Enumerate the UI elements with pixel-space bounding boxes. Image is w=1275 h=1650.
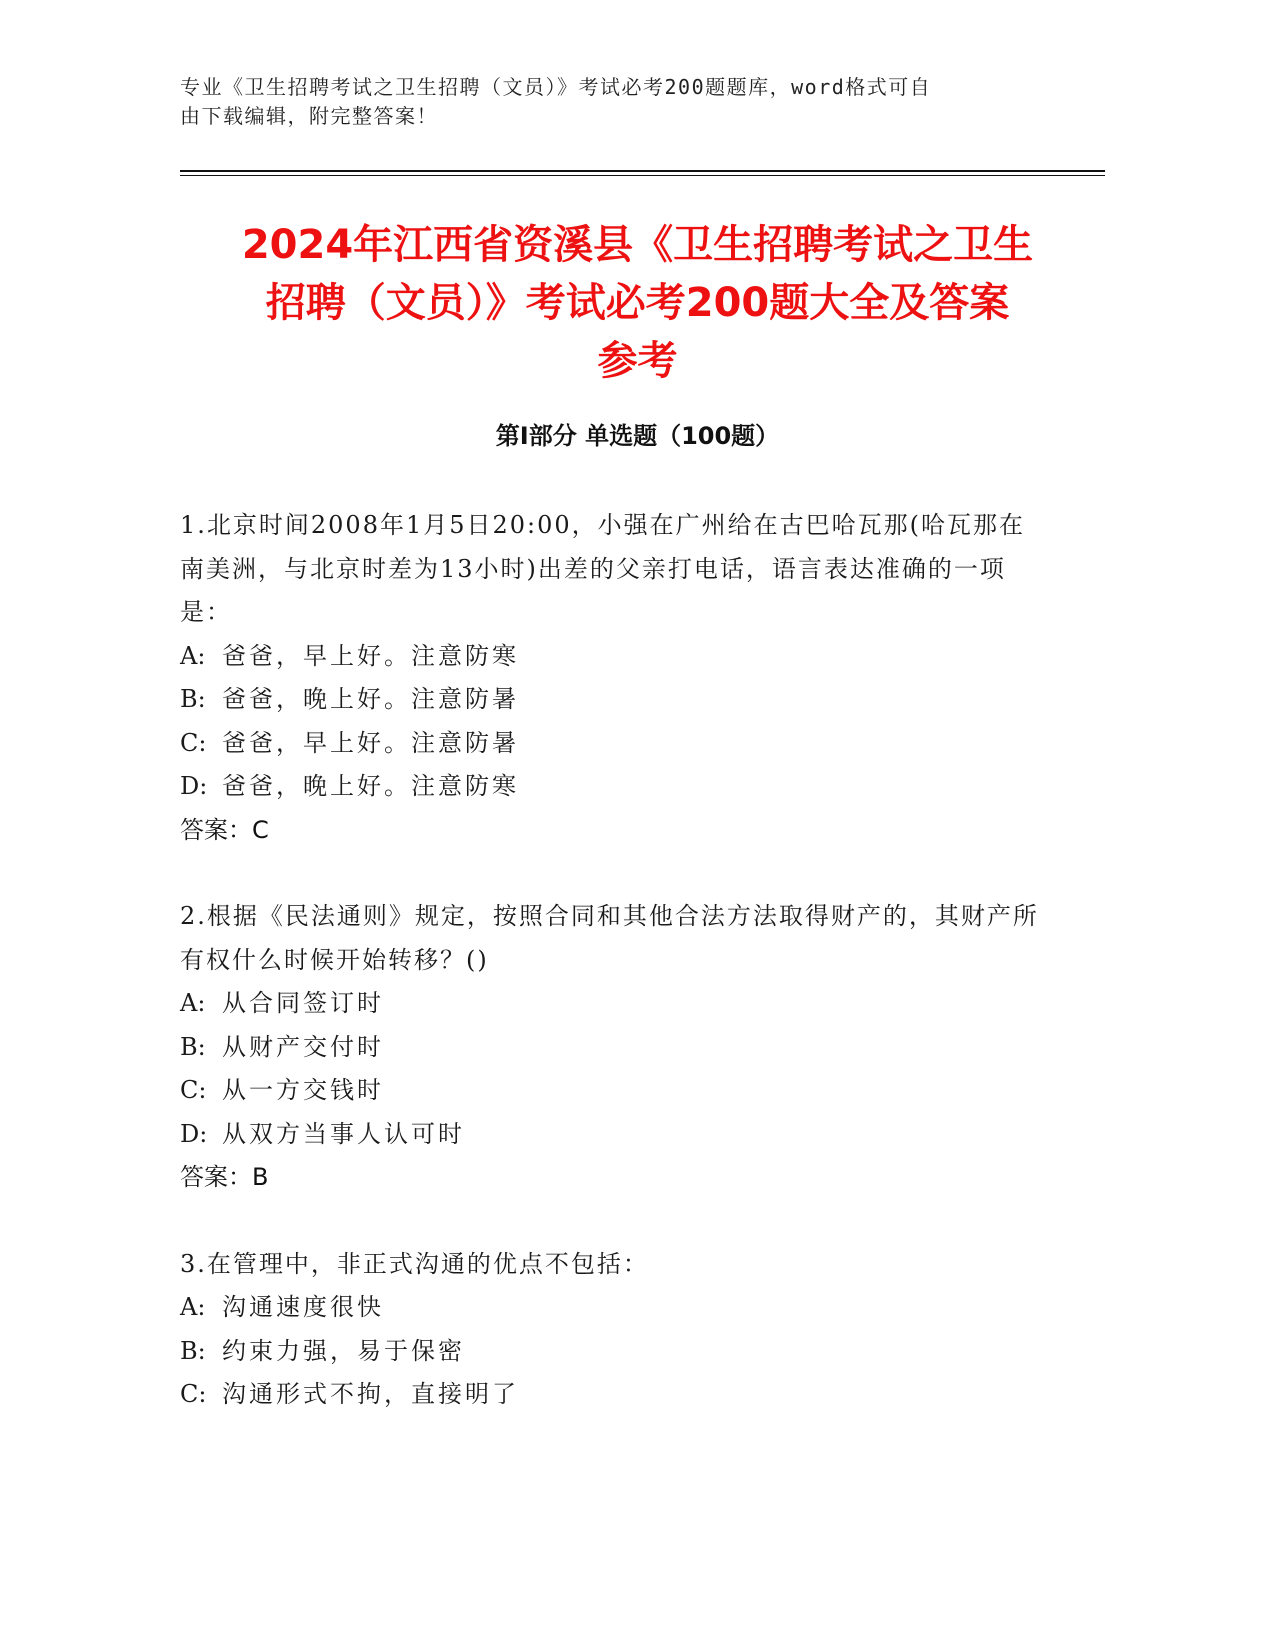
option-b: [180, 1026, 1040, 1070]
question-stem: 3.在管理中，非正式沟通的优点不包括：: [180, 1249, 649, 1278]
option-text: 约束力强，易于保密: [222, 1336, 465, 1365]
option-text: 从一方交钱时: [222, 1076, 384, 1104]
option-key: C:: [180, 1380, 207, 1408]
option-text: 从双方当事人认可时: [222, 1119, 465, 1148]
option-key: C:: [180, 728, 207, 757]
section-heading: 第Ⅰ部分 单选题（100题）: [495, 422, 780, 450]
question-3: [180, 1243, 1040, 1417]
answer: 答案：B: [180, 1163, 269, 1191]
option-a: [180, 1286, 1040, 1330]
option-a: [180, 982, 1040, 1026]
option-key: D:: [180, 772, 208, 800]
document-title-line-1: 2024年江西省资溪县《卫生招聘考试之卫生: [241, 222, 1034, 268]
option-a: [180, 635, 1040, 679]
header-note: [180, 73, 1040, 131]
option-b: [180, 1330, 1040, 1374]
option-key: A:: [180, 1293, 206, 1321]
option-text: 从财产交付时: [222, 1032, 384, 1061]
option-text: 爸爸，早上好。注意防暑: [222, 728, 519, 757]
option-c: [180, 722, 1040, 766]
option-key: D:: [180, 1119, 208, 1148]
option-c: [180, 1373, 1040, 1417]
question-stem: 2.根据《民法通则》规定，按照合同和其他合法方法取得财产的，其财产所有权什么时候开始转移？(): [180, 902, 1039, 974]
option-b: [180, 678, 1040, 722]
option-key: B:: [180, 685, 206, 713]
question-1: [180, 504, 1040, 852]
header-divider-thick: [180, 170, 1105, 172]
option-text: 爸爸，晚上好。注意防暑: [222, 685, 519, 713]
document-title-line-3: 参考: [597, 338, 678, 384]
question-2: [180, 895, 1040, 1200]
option-key: B:: [180, 1032, 206, 1061]
option-text: 从合同签订时: [222, 989, 384, 1017]
option-text: 沟通速度很快: [222, 1293, 384, 1321]
option-d: [180, 765, 1040, 809]
option-text: 爸爸，早上好。注意防寒: [222, 641, 519, 670]
document-title: [160, 216, 1115, 390]
header-divider-thin: [180, 175, 1105, 176]
option-text: 沟通形式不拘，直接明了: [222, 1380, 519, 1408]
header-note-line-1: 专业《卫生招聘考试之卫生招聘（文员）》考试必考200题题库，word格式可自: [180, 75, 932, 99]
option-d: [180, 1113, 1040, 1157]
option-c: [180, 1069, 1040, 1113]
answer: 答案：C: [180, 815, 269, 844]
header-note-line-2: 由下载编辑，附完整答案！: [180, 104, 438, 128]
option-key: B:: [180, 1336, 206, 1365]
option-key: C:: [180, 1076, 207, 1104]
option-key: A:: [180, 989, 206, 1017]
option-text: 爸爸，晚上好。注意防寒: [222, 772, 519, 800]
document-title-line-2: 招聘（文员）》考试必考200题大全及答案: [265, 280, 1010, 326]
question-list: [180, 504, 1040, 1460]
option-key: A:: [180, 641, 206, 670]
question-stem: 1.北京时间2008年1月5日20:00，小强在广州给在古巴哈瓦那(哈瓦那在南美洲，与北京时差为13小时)出差的父亲打电话，语言表达准确的一项是：: [180, 511, 1026, 626]
